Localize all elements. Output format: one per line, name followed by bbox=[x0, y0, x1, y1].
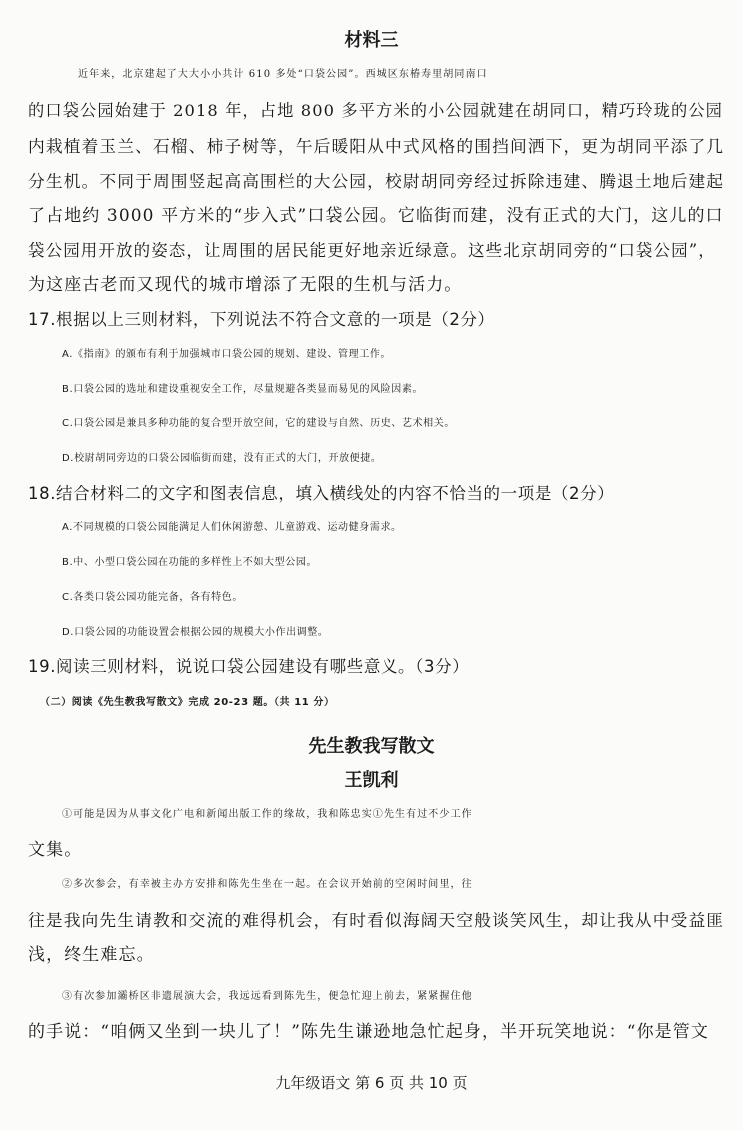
article-paragraph-line: 浅，终生难忘。 bbox=[28, 945, 155, 965]
material-three-line: 了占地约 3000 平方米的“步入式”口袋公园。它临街而建，没有正式的大门，这儿的口 bbox=[28, 206, 724, 226]
question-18-stem: 18.结合材料二的文字和图表信息，填入横线处的内容不恰当的一项是（2分） bbox=[28, 484, 615, 503]
material-three-line: 袋公园用开放的姿态，让周围的居民能更好地亲近绿意。这些北京胡同旁的“口袋公园”， bbox=[28, 241, 716, 260]
question-17-option-d: D.校尉胡同旁边的口袋公园临街而建，没有正式的大门，开放便捷。 bbox=[62, 453, 382, 464]
question-18-option-c: C.各类口袋公园功能完备，各有特色。 bbox=[62, 592, 243, 603]
question-18-option-b: B.中、小型口袋公园在功能的多样性上不如大型公园。 bbox=[62, 557, 318, 568]
page-footer: 九年级语文 第 6 页 共 10 页 bbox=[275, 1074, 468, 1092]
article-paragraph-line: 往是我向先生请教和交流的难得机会，有时看似海阔天空般谈笑风生，却让我从中受益匪 bbox=[28, 910, 725, 930]
question-17-option-a: A.《指南》的颁布有利于加强城市口袋公园的规划、建设、管理工作。 bbox=[62, 349, 392, 360]
article-paragraph-line: 文集。 bbox=[28, 840, 83, 860]
material-three-line: 近年来，北京建起了大大小小共计 610 多处“口袋公园”。西城区东椿寿里胡同南口 bbox=[78, 69, 488, 80]
material-three-line: 内栽植着玉兰、石榴、柿子树等，午后暖阳从中式风格的围挡间洒下，更为胡同平添了几 bbox=[28, 136, 725, 156]
article-paragraph-line: ②多次参会，有幸被主办方安排和陈先生坐在一起。在会议开始前的空闲时间里，往 bbox=[62, 879, 473, 890]
question-18-option-d: D.口袋公园的功能设置会根据公园的规模大小作出调整。 bbox=[62, 627, 329, 638]
question-17-option-b: B.口袋公园的选址和建设重视安全工作，尽量规避各类显而易见的风险因素。 bbox=[62, 384, 424, 395]
question-17-stem: 17.根据以上三则材料，下列说法不符合文意的一项是（2分） bbox=[28, 310, 495, 329]
material-three-line: 为这座古老而又现代的城市增添了无限的生机与活力。 bbox=[28, 275, 463, 295]
article-paragraph-line: 的手说：“咱俩又坐到一块儿了！”陈先生谦逊地急忙起身，半开玩笑地说：“你是管文 bbox=[28, 1022, 709, 1042]
question-18-option-a: A.不同规模的口袋公园能满足人们休闲游憩、儿童游戏、运动健身需求。 bbox=[62, 522, 402, 533]
material-three-line: 分生机。不同于周围竖起高高围栏的大公园，校尉胡同旁经过拆除违建、腾退土地后建起 bbox=[28, 171, 725, 191]
section-two-heading: （二）阅读《先生教我写散文》完成 20-23 题。（共 11 分） bbox=[40, 697, 335, 708]
question-17-option-c: C.口袋公园是兼具多种功能的复合型开放空间，它的建设与自然、历史、艺术相关。 bbox=[62, 418, 455, 429]
article-paragraph-line: ③有次参加灞桥区非遗展演大会，我远远看到陈先生，便急忙迎上前去，紧紧握住他 bbox=[62, 991, 473, 1002]
material-three-title: 材料三 bbox=[344, 30, 399, 51]
article-paragraph-line: ①可能是因为从事文化广电和新闻出版工作的缘故，我和陈忠实①先生有过不少工作 bbox=[62, 809, 473, 820]
article-author: 王凯利 bbox=[344, 770, 399, 791]
article-title: 先生教我写散文 bbox=[308, 736, 435, 757]
material-three-line: 的口袋公园始建于 2018 年，占地 800 多平方米的小公园就建在胡同口，精巧玲珑的公园 bbox=[28, 101, 724, 120]
question-19-stem: 19.阅读三则材料，说说口袋公园建设有哪些意义。（3分） bbox=[28, 657, 470, 676]
